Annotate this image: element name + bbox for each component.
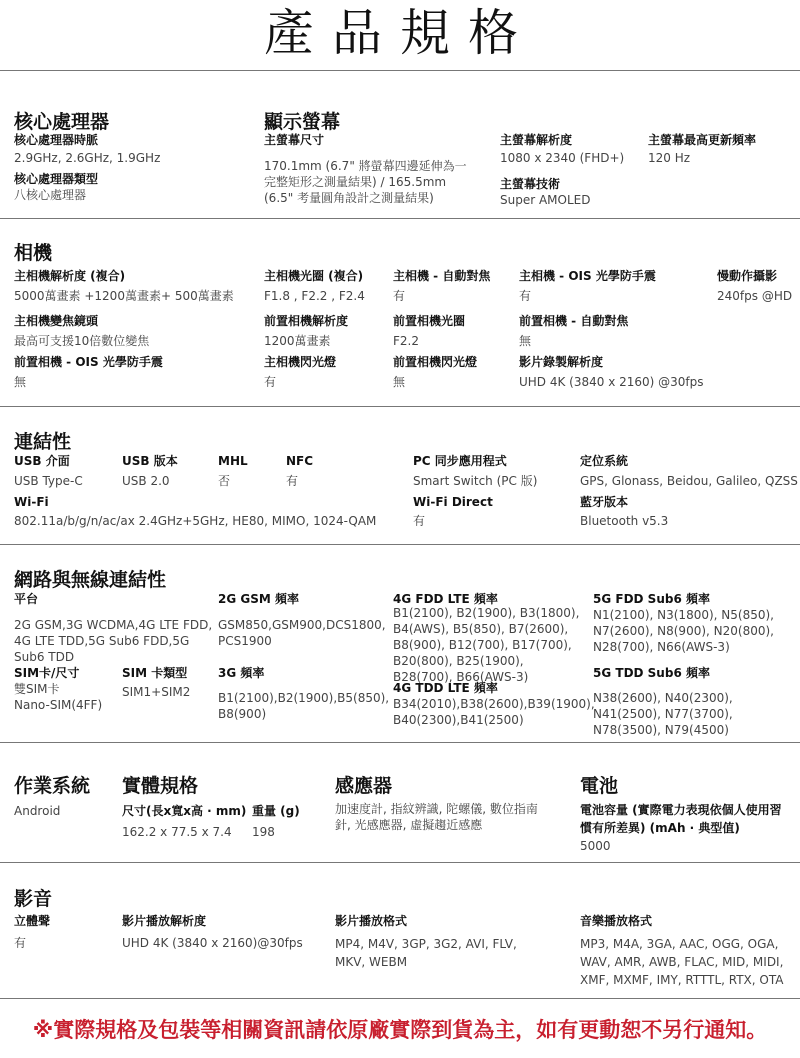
sensor-heading: 感應器 (335, 775, 393, 797)
camera-zoom-label: 主相機變焦鏡頭 (14, 314, 99, 328)
audio-format-value: MP3, M4A, 3GA, AAC, OGG, OGA, WAV, AMR, AWB, FLAC, MID, MIDI, XMF, MXMF, IMY, RTTTL, RTX, OTA (580, 937, 784, 987)
camera-slowmo-label: 慢動作攝影 (717, 269, 778, 283)
os-value: Android (14, 804, 61, 818)
display-res-value: 1080 x 2340 (FHD+) (500, 151, 625, 165)
display-refresh-value: 120 Hz (648, 151, 691, 165)
physical-heading: 實體規格 (122, 775, 199, 797)
connectivity-heading: 連結性 (14, 431, 72, 453)
camera-af-label: 主相機 - 自動對焦 (393, 269, 491, 283)
cpu-heading: 核心處理器 (14, 111, 110, 133)
display-tech-label: 主螢幕技術 (500, 177, 561, 191)
display-size-value: 170.1mm (6.7" 將螢幕四邊延伸為一完整矩形之測量結果) / 165.5mm (6.5" 考量圓角設計之測量結果) (264, 159, 467, 205)
lte-tdd-label: 4G TDD LTE 頻率 (393, 681, 498, 695)
camera-ois-value: 有 (519, 289, 532, 303)
video-playback-res-value: UHD 4K (3840 x 2160)@30fps (122, 936, 303, 950)
wifi-direct-value: 有 (413, 514, 426, 528)
cpu-type-label: 核心處理器類型 (14, 172, 99, 186)
display-refresh-label: 主螢幕最高更新頻率 (648, 133, 757, 147)
weight-value: 198 (252, 825, 275, 839)
nfc-label: NFC (286, 454, 314, 468)
lte-tdd-value: B34(2010),B38(2600),B39(1900), B40(2300),B41(2500) (393, 697, 595, 727)
video-playback-res-label: 影片播放解析度 (122, 914, 207, 928)
sim-size-label: SIM卡/尺寸 (14, 666, 80, 680)
fdd-sub6-value: N1(2100), N3(1800), N5(850), N7(2600), N8(900), N20(800), N28(700), N66(AWS-3) (593, 608, 774, 654)
pc-sync-label: PC 同步應用程式 (413, 454, 507, 468)
fdd-sub6-label: 5G FDD Sub6 頻率 (593, 592, 710, 606)
gsm-label: 2G GSM 頻率 (218, 592, 299, 606)
camera-front-res-label: 前置相機解析度 (264, 314, 349, 328)
platform-value: 2G GSM,3G WCDMA,4G LTE FDD, 4G LTE TDD,5G Sub6 FDD,5G Sub6 TDD (14, 618, 213, 664)
cpu-type-value: 八核心處理器 (14, 188, 87, 202)
camera-flash-label: 主相機閃光燈 (264, 355, 337, 369)
usb-version-value: USB 2.0 (122, 474, 170, 488)
divider (0, 862, 800, 863)
media-heading: 影音 (14, 888, 53, 910)
usb-value: USB Type-C (14, 474, 83, 488)
wifi-label: Wi-Fi (14, 495, 49, 509)
stereo-label: 立體聲 (14, 914, 51, 928)
usb-version-label: USB 版本 (122, 454, 178, 468)
location-label: 定位系統 (580, 454, 629, 468)
gsm-value: GSM850,GSM900,DCS1800, PCS1900 (218, 618, 386, 648)
sim-type-value: SIM1+SIM2 (122, 685, 191, 699)
battery-value: 5000 (580, 839, 611, 853)
divider (0, 218, 800, 219)
camera-af-value: 有 (393, 289, 406, 303)
camera-front-flash-value: 無 (393, 375, 406, 389)
lte-fdd-value: B1(2100), B2(1900), B3(1800), B4(AWS), B5(850), B7(2600), B8(900), B12(700), B17(700), B20(800), B25(1900), B28(700), B66(AWS-3) (393, 606, 580, 684)
divider (0, 544, 800, 545)
bluetooth-value: Bluetooth v5.3 (580, 514, 669, 528)
os-heading: 作業系統 (14, 775, 91, 797)
platform-label: 平台 (14, 592, 39, 606)
tdd-sub6-value: N38(2600), N40(2300), N41(2500), N77(3700), N78(3500), N79(4500) (593, 691, 733, 737)
display-res-label: 主螢幕解析度 (500, 133, 573, 147)
dimension-value: 162.2 x 77.5 x 7.4 (122, 825, 232, 839)
footer-note: ※實際規格及包裝等相關資訊請依原廠實際到貨為主，如有更動恕不另行通知。 (32, 1018, 768, 1042)
camera-flash-value: 有 (264, 375, 277, 389)
network-heading: 網路與無線連結性 (14, 569, 167, 591)
camera-video-value: UHD 4K (3840 x 2160) @30fps (519, 375, 704, 389)
camera-aperture-label: 主相機光圈 (複合) (264, 269, 364, 283)
sensor-value: 加速度計, 指紋辨識, 陀螺儀, 數位指南針, 光感應器, 虛擬趨近感應 (335, 802, 538, 832)
camera-video-label: 影片錄製解析度 (519, 355, 604, 369)
3g-value: B1(2100),B2(1900),B5(850), B8(900) (218, 691, 390, 721)
camera-main-res-value: 5000萬畫素 +1200萬畫素+ 500萬畫素 (14, 289, 234, 303)
divider (0, 742, 800, 743)
wifi-direct-label: Wi-Fi Direct (413, 495, 493, 509)
camera-front-aperture-value: F2.2 (393, 334, 419, 348)
video-format-label: 影片播放格式 (335, 914, 408, 928)
mhl-value: 否 (218, 474, 231, 488)
video-format-value: MP4, M4V, 3GP, 3G2, AVI, FLV, MKV, WEBM (335, 937, 517, 969)
camera-front-af-value: 無 (519, 334, 532, 348)
camera-slowmo-value: 240fps @HD (717, 289, 793, 303)
wifi-value: 802.11a/b/g/n/ac/ax 2.4GHz+5GHz, HE80, MIMO, 1024-QAM (14, 514, 377, 528)
display-heading: 顯示螢幕 (264, 111, 341, 133)
cpu-speed-label: 核心處理器時脈 (14, 133, 99, 147)
usb-label: USB 介面 (14, 454, 70, 468)
camera-front-ois-label: 前置相機 - OIS 光學防手震 (14, 355, 163, 369)
dimension-label: 尺寸(長x寬x高 · mm) (122, 804, 247, 818)
page-title: 產品規格 (264, 4, 536, 62)
weight-label: 重量 (g) (252, 804, 300, 818)
camera-front-res-value: 1200萬畫素 (264, 334, 331, 348)
3g-label: 3G 頻率 (218, 666, 265, 680)
divider (0, 998, 800, 999)
lte-fdd-label: 4G FDD LTE 頻率 (393, 592, 498, 606)
display-size-label: 主螢幕尺寸 (264, 133, 325, 147)
camera-main-res-label: 主相機解析度 (複合) (14, 269, 126, 283)
camera-ois-label: 主相機 - OIS 光學防手震 (519, 269, 656, 283)
divider (0, 70, 800, 71)
camera-aperture-value: F1.8 , F2.2 , F2.4 (264, 289, 365, 303)
tdd-sub6-label: 5G TDD Sub6 頻率 (593, 666, 710, 680)
camera-front-aperture-label: 前置相機光圈 (393, 314, 466, 328)
bluetooth-label: 藍牙版本 (580, 495, 629, 509)
pc-sync-value: Smart Switch (PC 版) (413, 474, 538, 488)
cpu-speed-value: 2.9GHz, 2.6GHz, 1.9GHz (14, 151, 161, 165)
divider (0, 406, 800, 407)
battery-heading: 電池 (580, 775, 619, 797)
camera-front-flash-label: 前置相機閃光燈 (393, 355, 478, 369)
sim-size-value-1: 雙SIM卡 (14, 682, 60, 696)
camera-zoom-value: 最高可支援10倍數位變焦 (14, 334, 150, 348)
location-value: GPS, Glonass, Beidou, Galileo, QZSS (580, 474, 798, 488)
mhl-label: MHL (218, 454, 248, 468)
camera-front-af-label: 前置相機 - 自動對焦 (519, 314, 629, 328)
camera-front-ois-value: 無 (14, 375, 27, 389)
sim-size-value-2: Nano-SIM(4FF) (14, 698, 103, 712)
audio-format-label: 音樂播放格式 (580, 914, 653, 928)
battery-label: 電池容量 (實際電力表現依個人使用習慣有所差異) (mAh · 典型值) (580, 803, 782, 835)
sim-type-label: SIM 卡類型 (122, 666, 188, 680)
camera-heading: 相機 (14, 242, 53, 264)
stereo-value: 有 (14, 936, 27, 950)
display-tech-value: Super AMOLED (500, 193, 591, 207)
nfc-value: 有 (286, 474, 299, 488)
